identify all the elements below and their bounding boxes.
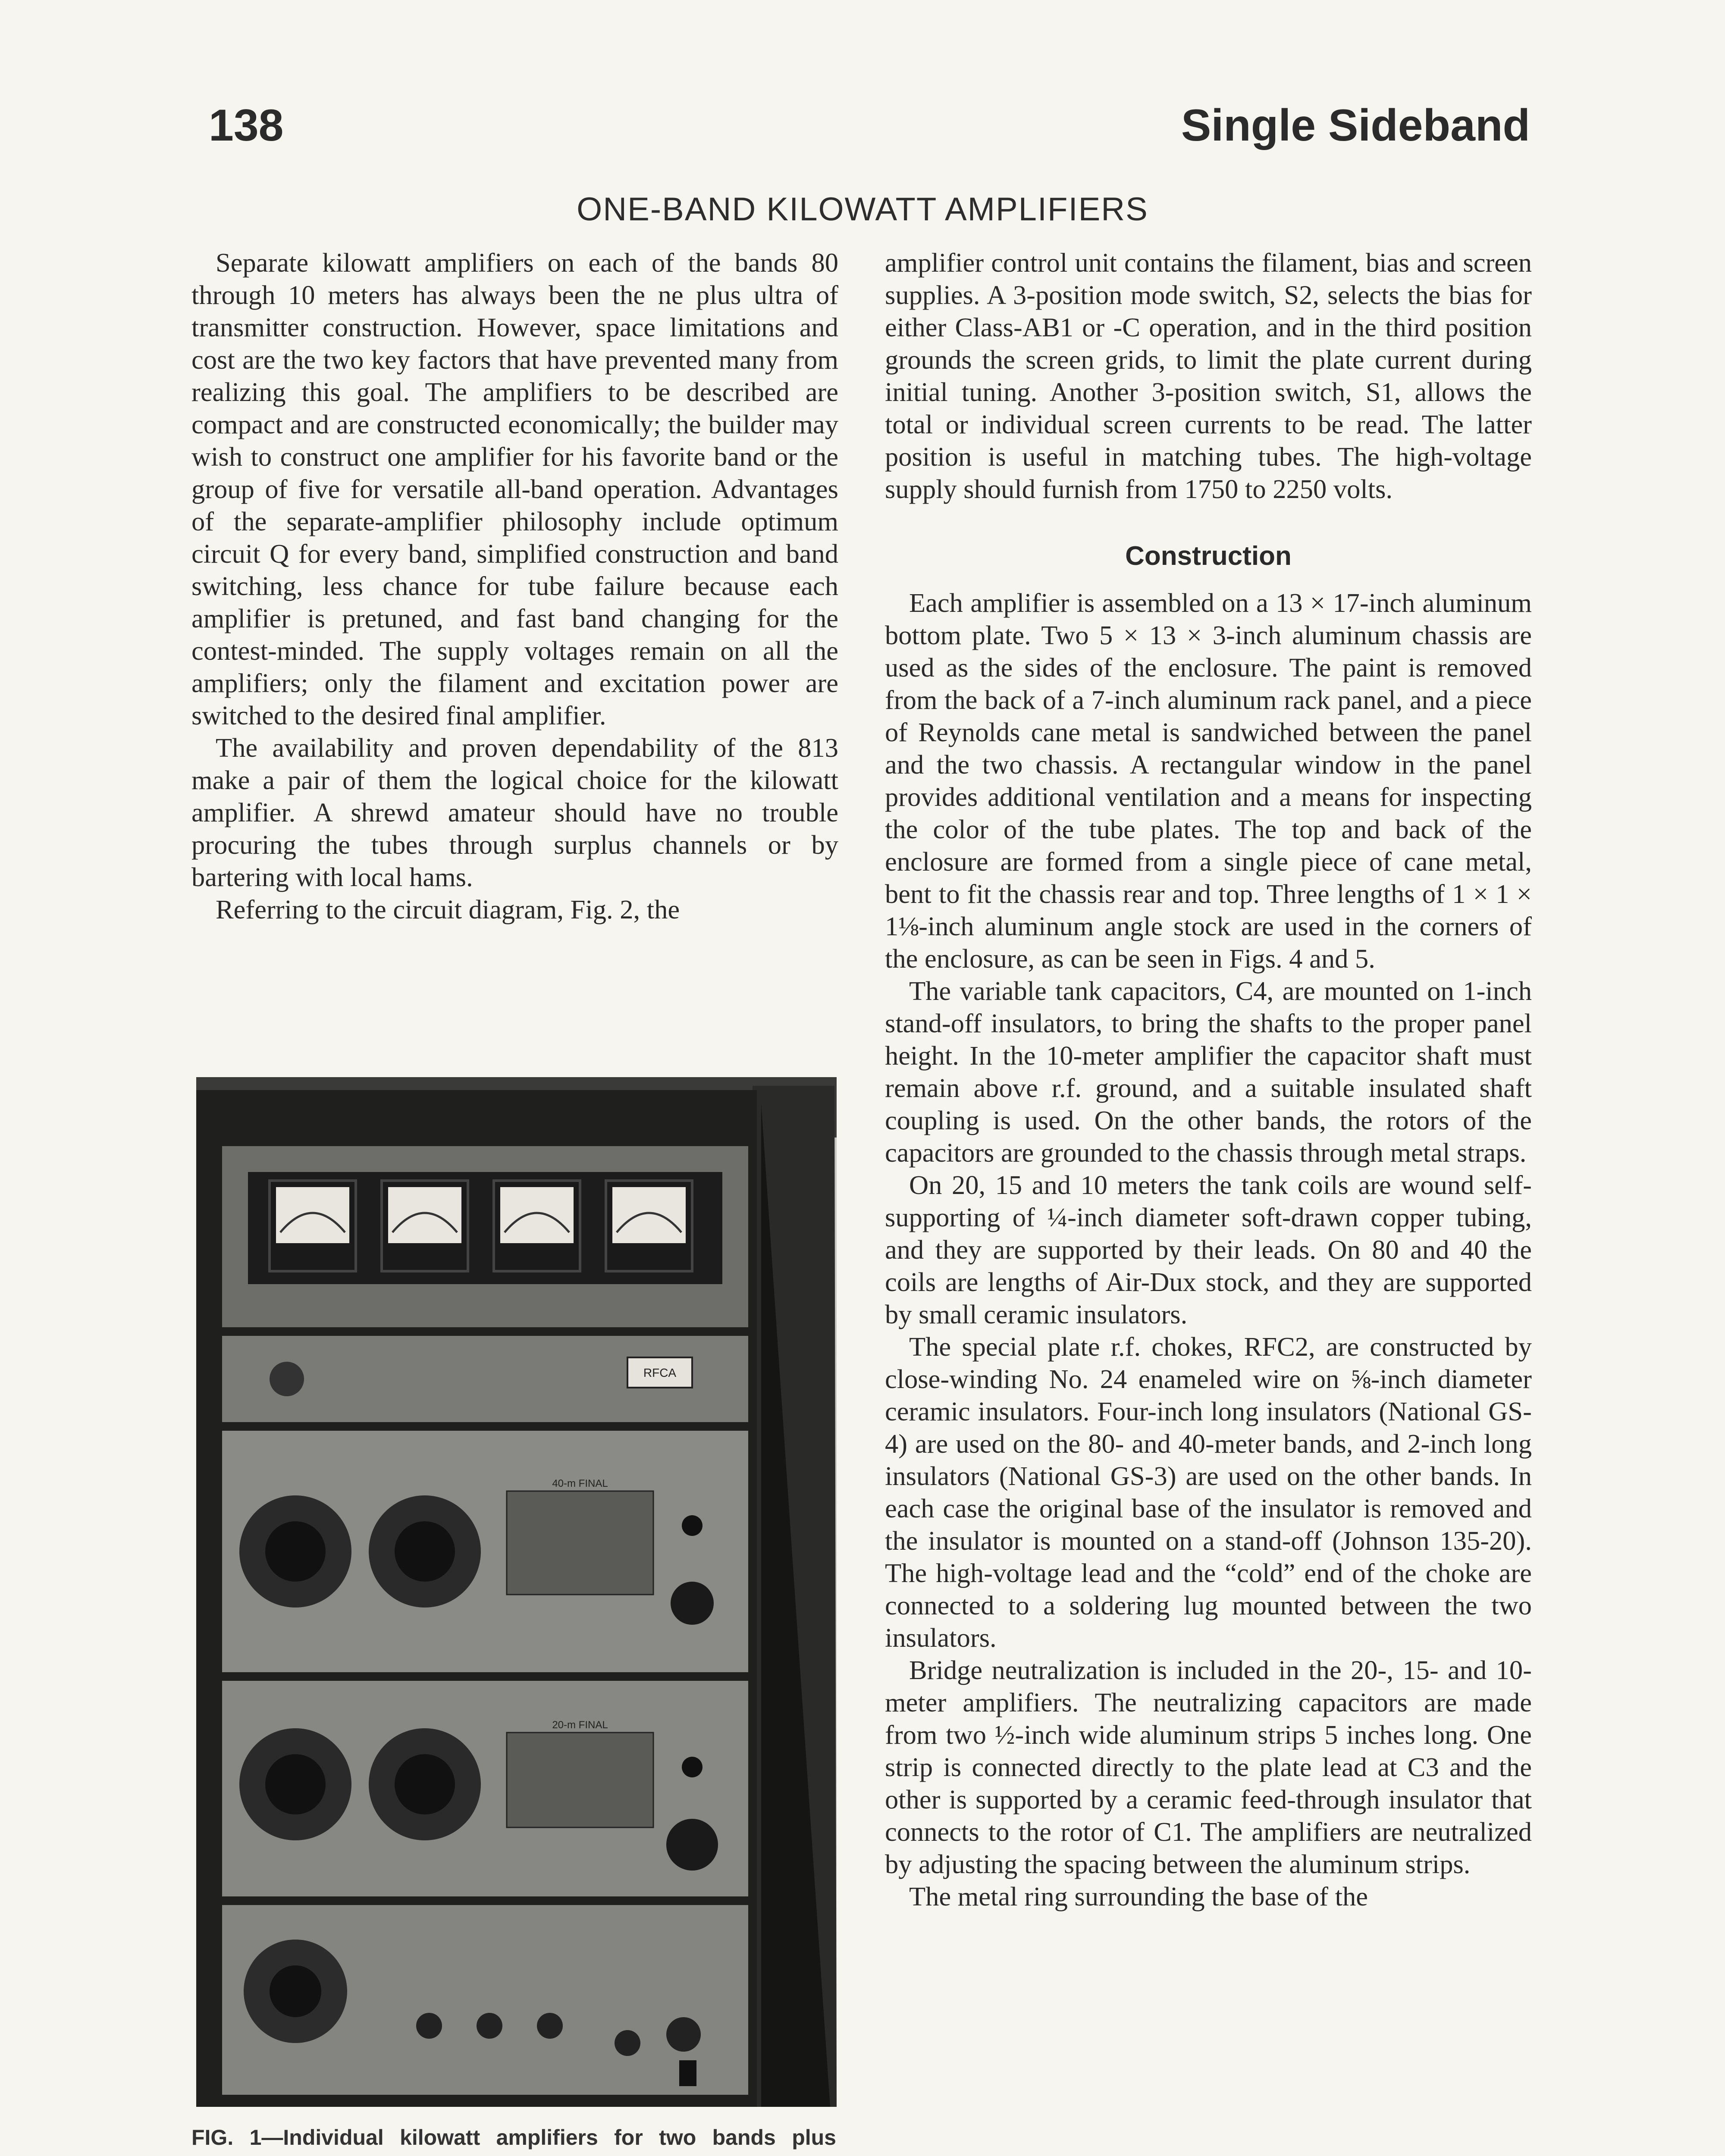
right-paragraph-4: On 20, 15 and 10 meters the tank coils are wound self-supporting of ¼-inch diameter soft-drawn copper tubing, and they are supported by their leads. On 80 and 40 the coils are lengths of Air-Dux stock, and they are supported by small ceramic insulators.: [885, 1170, 1532, 1329]
meter-4: [606, 1181, 692, 1271]
panel-tag: RFCA: [643, 1366, 677, 1379]
meter-2: [382, 1181, 468, 1271]
left-paragraph-2: The availability and proven dependability of the 813 make a pair of them the logical choice for the kilowatt amplifier. A shrewd amateur should have no trouble procuring the tubes through surplus channels or by bartering with local hams.: [191, 733, 838, 892]
meter-3: [494, 1181, 580, 1271]
right-paragraph-1: amplifier control unit contains the filament, bias and screen supplies. A 3-position mode switch, S2, selects the bias for either Class-AB1 or -C operation, and in the third position grounds the screen grids, to limit the plate current during initial tuning. Another 3-position switch, S1, allows the total or individual screen currents to be read. The latter position is useful in matching tubes. The high-voltage supply should furnish from 1750 to 2250 volts.: [885, 248, 1532, 504]
band-switch: [244, 1940, 347, 2043]
article-title: ONE-BAND KILOWATT AMPLIFIERS: [577, 191, 1148, 228]
figure-caption: FIG. 1—Individual kilowatt amplifiers for two bands plus: [191, 2125, 836, 2150]
right-paragraph-5: The special plate r.f. chokes, RFC2, are constructed by close-winding No. 24 enameled wire on ⅝-inch diameter ceramic insulators. Four-inch long insulators (National GS-4) are used on the 80- and 40-meter bands, and 2-inch long insulators (National GS-3) are used on the other bands. In each case the original base of the insulator is removed and the insulator is mounted on a stand-off (Johnson 135-20). The high-voltage lead and the “cold” end of the choke are connected to a soldering lug mounted between the two insulators.: [885, 1332, 1532, 1653]
right-column: [885, 247, 1532, 1913]
meter-1: [270, 1181, 356, 1271]
knob-plate-1: [369, 1495, 481, 1608]
knob-plate-2: [369, 1728, 481, 1840]
left-paragraph-3: Referring to the circuit diagram, Fig. 2, the: [216, 894, 680, 924]
amp-label-2: 20-m FINAL: [552, 1719, 608, 1731]
right-paragraph-6: Bridge neutralization is included in the 20-, 15- and 10-meter amplifiers. The neutralizing capacitors are made from two ½-inch wide aluminum strips 5 inches long. One strip is connected directly to the plate lead at C3 and the other is supported by a ceramic feed-through insulator that connects to the rotor of C1. The amplifiers are neutralized by adjusting the spacing between the aluminum strips.: [885, 1655, 1532, 1879]
amp-label-1: 40-m FINAL: [552, 1478, 608, 1489]
right-paragraph-7: The metal ring surrounding the base of the: [909, 1881, 1368, 1912]
left-column: [191, 247, 838, 926]
left-paragraph-1: Separate kilowatt amplifiers on each of the bands 80 through 10 meters has always been the ne plus ultra of transmitter construction. However, space limitations and cost are the two key factors that have prevented many from realizing this goal. The amplifiers to be described are compact and are constructed economically; the builder may wish to construct one amplifier for his favorite band or the group of five for versatile all-band operation. Advantages of the separate-amplifier philosophy include optimum circuit Q for every band, simplified construction and band switching, less chance for tube failure because each amplifier is pretuned, and fast band changing for the contest-minded. The supply voltages remain on all the amplifiers; only the filament and excitation power are switched to the desired final amplifier.: [191, 248, 838, 730]
right-paragraph-3: The variable tank capacitors, C4, are mounted on 1-inch stand-off insulators, to bring the shafts to the proper panel height. In the 10-meter amplifier the capacitor shaft must remain above r.f. ground, and a suitable insulated shaft coupling is used. On the other bands, the rotors of the capacitors are grounded to the chassis through metal straps.: [885, 976, 1532, 1168]
page-number: 138: [209, 100, 284, 150]
right-paragraph-2: Each amplifier is assembled on a 13 × 17-inch aluminum bottom plate. Two 5 × 13 × 3-inch aluminum chassis are used as the sides of the enclosure. The paint is removed from the back of a 7-inch aluminum rack panel, and a piece of Reynolds cane metal is sandwiched between the panel and the two chassis. A rectangular window in the panel provides additional ventilation and a means for inspecting the color of the tube plates. The top and back of the enclosure are formed from a single piece of cane metal, bent to fit the chassis rear and top. Three lengths of 1 × 1 × 1⅛-inch aluminum angle stock are used in the corners of the enclosure, as can be seen in Figs. 4 and 5.: [885, 588, 1532, 974]
section-heading: Construction: [1125, 541, 1292, 571]
knob-load-1: [239, 1495, 351, 1608]
knob-load-2: [239, 1728, 351, 1840]
running-header: Single Sideband: [1181, 100, 1530, 150]
amplifier-rack-photo: [196, 1077, 837, 2107]
